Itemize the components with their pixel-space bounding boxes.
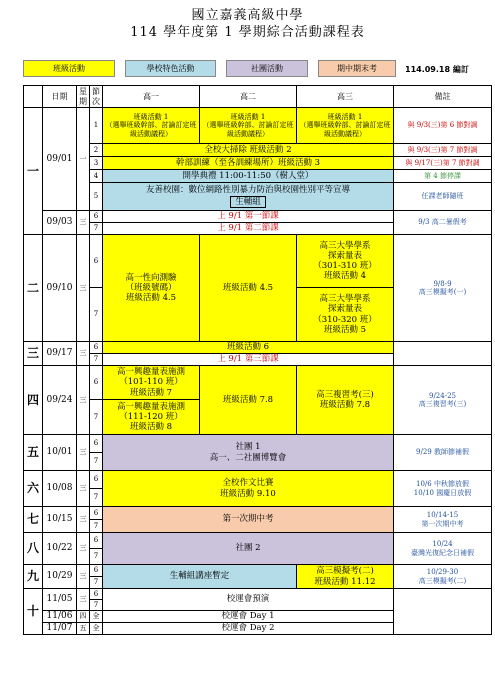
date-cell: 10/29 [43,565,77,589]
period-cell: 7 [90,600,103,611]
friendly-campus [103,183,394,211]
note-cell: 任課老師隨班 [394,183,492,211]
clean-activity: 全校大掃除 班級活動 2 [103,144,394,157]
sports-day-1: 校運會 Day 1 [103,611,394,623]
g2-class-activity: 班級活動 1 （選舉班級幹部、討論訂定班級活動議程） [200,108,297,144]
date-cell: 10/01 [43,435,77,471]
weekday-cell: 三 [77,533,90,565]
page-title: 114 學年度第 1 學期綜合活動課程表 [130,25,365,40]
header-g2: 高二 [200,86,297,108]
period-cell: 1 [90,108,103,144]
weekday-cell: 三 [77,589,90,611]
note-cell: 9/3 高二暑假考 [394,211,492,235]
makeup-class: 上 9/1 第二節課 [103,223,394,235]
opening-ceremony: 開學典禮 11:00-11:50（樹人堂） [103,170,394,183]
makeup-class: 上 9/1 第三節課 [103,354,394,366]
g3-class-activity: 班級活動 1 （選舉班級幹部、討論訂定班級活動議程） [297,108,394,144]
note-cell: 10/24 臺灣光復紀念日補假 [394,533,492,565]
header-note: 備註 [394,86,492,108]
period-cell: 6 [90,235,103,288]
note-cell: 與 9/17(三)第 7 節對調 [394,157,492,170]
note-cell [394,342,492,366]
period-cell: 7 [90,520,103,533]
g3-mock-exam: 高三模擬考(二) 班級活動 11.12 [297,565,394,589]
midterm-exam: 第一次期中考 [103,507,394,533]
period-cell: 7 [90,577,103,589]
note-cell: 與 9/3(三)第 6 節對調 [394,108,492,144]
week-label: 二 [24,235,43,342]
period-cell: 7 [90,400,103,435]
g3-exploration-a: 高三大學學系 探索量表 （301-310 班） 班級活動 4 [297,235,394,288]
period-cell: 4 [90,170,103,183]
weekday-cell: 三 [77,342,90,366]
week-label: 四 [24,366,43,435]
period-cell: 2 [90,144,103,157]
essay-contest: 全校作文比賽 班級活動 9.10 [103,471,394,507]
note-cell: 第 4 節停課 [394,170,492,183]
period-cell: 6 [90,211,103,223]
weekday-cell: 四 [77,611,90,623]
class-activity: 班級活動 6 [103,342,394,354]
date-cell: 10/22 [43,533,77,565]
note-cell: 9/29 教師節補假 [394,435,492,471]
weekday-cell: 三 [77,235,90,342]
header-weekday: 星期 [77,86,90,108]
school-name: 國立嘉義高級中學 [191,8,304,23]
note-cell: 與 9/3(三)第 7 節對調 [394,144,492,157]
period-cell: 7 [90,223,103,235]
date-cell: 09/10 [43,235,77,342]
g1-aptitude-test: 高一性向測驗 （班級號碼） 班級活動 4.5 [103,235,200,342]
period-cell: 6 [90,471,103,489]
makeup-class: 上 9/1 第一節課 [103,211,394,223]
edit-date: 114.09.18 編訂 [405,65,469,74]
header-g1: 高一 [103,86,200,108]
period-cell: 6 [90,589,103,600]
week-label: 三 [24,342,43,366]
g1-class-activity: 班級活動 1 （選舉班級幹部、討論訂定班級活動議程） [103,108,200,144]
sports-rehearsal: 校運會預演 [103,589,394,611]
note-cell: 10/6 中秋節放假 10/10 國慶日放假 [394,471,492,507]
header-row [24,86,492,108]
guidance-lecture: 生輔組講座暫定 [103,565,297,589]
date-cell: 10/08 [43,471,77,507]
period-cell: 5 [90,183,103,211]
legend-exam: 期中期末考 [318,60,396,77]
date-cell: 09/17 [43,342,77,366]
g1-interest-test-b: 高一興趣量表施測 （111-120 班） 班級活動 8 [103,400,200,435]
period-cell: 全 [90,611,103,623]
note-cell: 10/14-15 第一次期中考 [394,507,492,533]
friendly-campus-title: 友善校園：數位網路性別暴力防治與校園性別平等宣導 [145,184,350,195]
legend-class-activity: 班級活動 [23,60,115,77]
weekday-cell: 三 [77,366,90,435]
date-cell: 10/15 [43,507,77,533]
legend-club-activity: 社團活動 [226,60,308,77]
date-cell: 09/03 [43,211,77,235]
header-date: 日期 [43,86,77,108]
week-label: 七 [24,507,43,533]
week-label: 八 [24,533,43,565]
period-cell: 6 [90,435,103,453]
period-cell: 7 [90,489,103,507]
period-cell: 6 [90,366,103,400]
week-label: 十 [24,589,43,635]
date-cell: 11/06 [43,611,77,623]
week-label: 九 [24,565,43,589]
cadre-training: 幹部訓練（至各訓練場所）班級活動 3 [103,157,394,170]
period-cell: 6 [90,342,103,354]
club-fair: 社團 1 高一、二社團博覽會 [103,435,394,471]
period-cell: 3 [90,157,103,170]
header-period: 節次 [90,86,103,108]
weekday-cell: 一 [77,108,90,211]
g2-class-activity: 班級活動 4.5 [200,235,297,342]
g1-interest-test-a: 高一興趣量表施測 （101-110 班） 班級活動 7 [103,366,200,400]
date-cell: 11/05 [43,589,77,611]
note-cell: 9/8-9 高三模擬考(一) [394,235,492,342]
weekday-cell: 五 [77,623,90,635]
period-cell: 7 [90,288,103,342]
period-cell: 6 [90,565,103,577]
week-label: 五 [24,435,43,471]
schedule-table [23,85,492,635]
date-cell: 09/24 [43,366,77,435]
week-label: 一 [24,108,43,235]
period-cell: 全 [90,623,103,635]
weekday-cell: 三 [77,565,90,589]
sports-day-2: 校運會 Day 2 [103,623,394,635]
legend-school-feature: 學校特色活動 [125,60,216,77]
period-cell: 6 [90,507,103,520]
friendly-campus-unit: 生輔組 [230,196,266,208]
weekday-cell: 三 [77,211,90,235]
club-2: 社團 2 [103,533,394,565]
note-cell [394,589,492,635]
week-label: 六 [24,471,43,507]
date-cell: 09/01 [43,108,77,211]
g3-exploration-b: 高三大學學系 探索量表 （310-320 班） 班級活動 5 [297,288,394,342]
weekday-cell: 三 [77,471,90,507]
period-cell: 6 [90,533,103,549]
header-g3: 高三 [297,86,394,108]
weekday-cell: 三 [77,507,90,533]
period-cell: 7 [90,354,103,366]
period-cell: 7 [90,549,103,565]
period-cell: 7 [90,453,103,471]
g3-review-exam: 高三複習考(三) 班級活動 7.8 [297,366,394,435]
note-cell: 9/24-25 高三複習考(三) [394,366,492,435]
date-cell: 11/07 [43,623,77,635]
weekday-cell: 三 [77,435,90,471]
note-cell: 10/29-30 高三模擬考(二) [394,565,492,589]
header-blank [24,86,43,108]
g2-class-activity: 班級活動 7.8 [200,366,297,435]
